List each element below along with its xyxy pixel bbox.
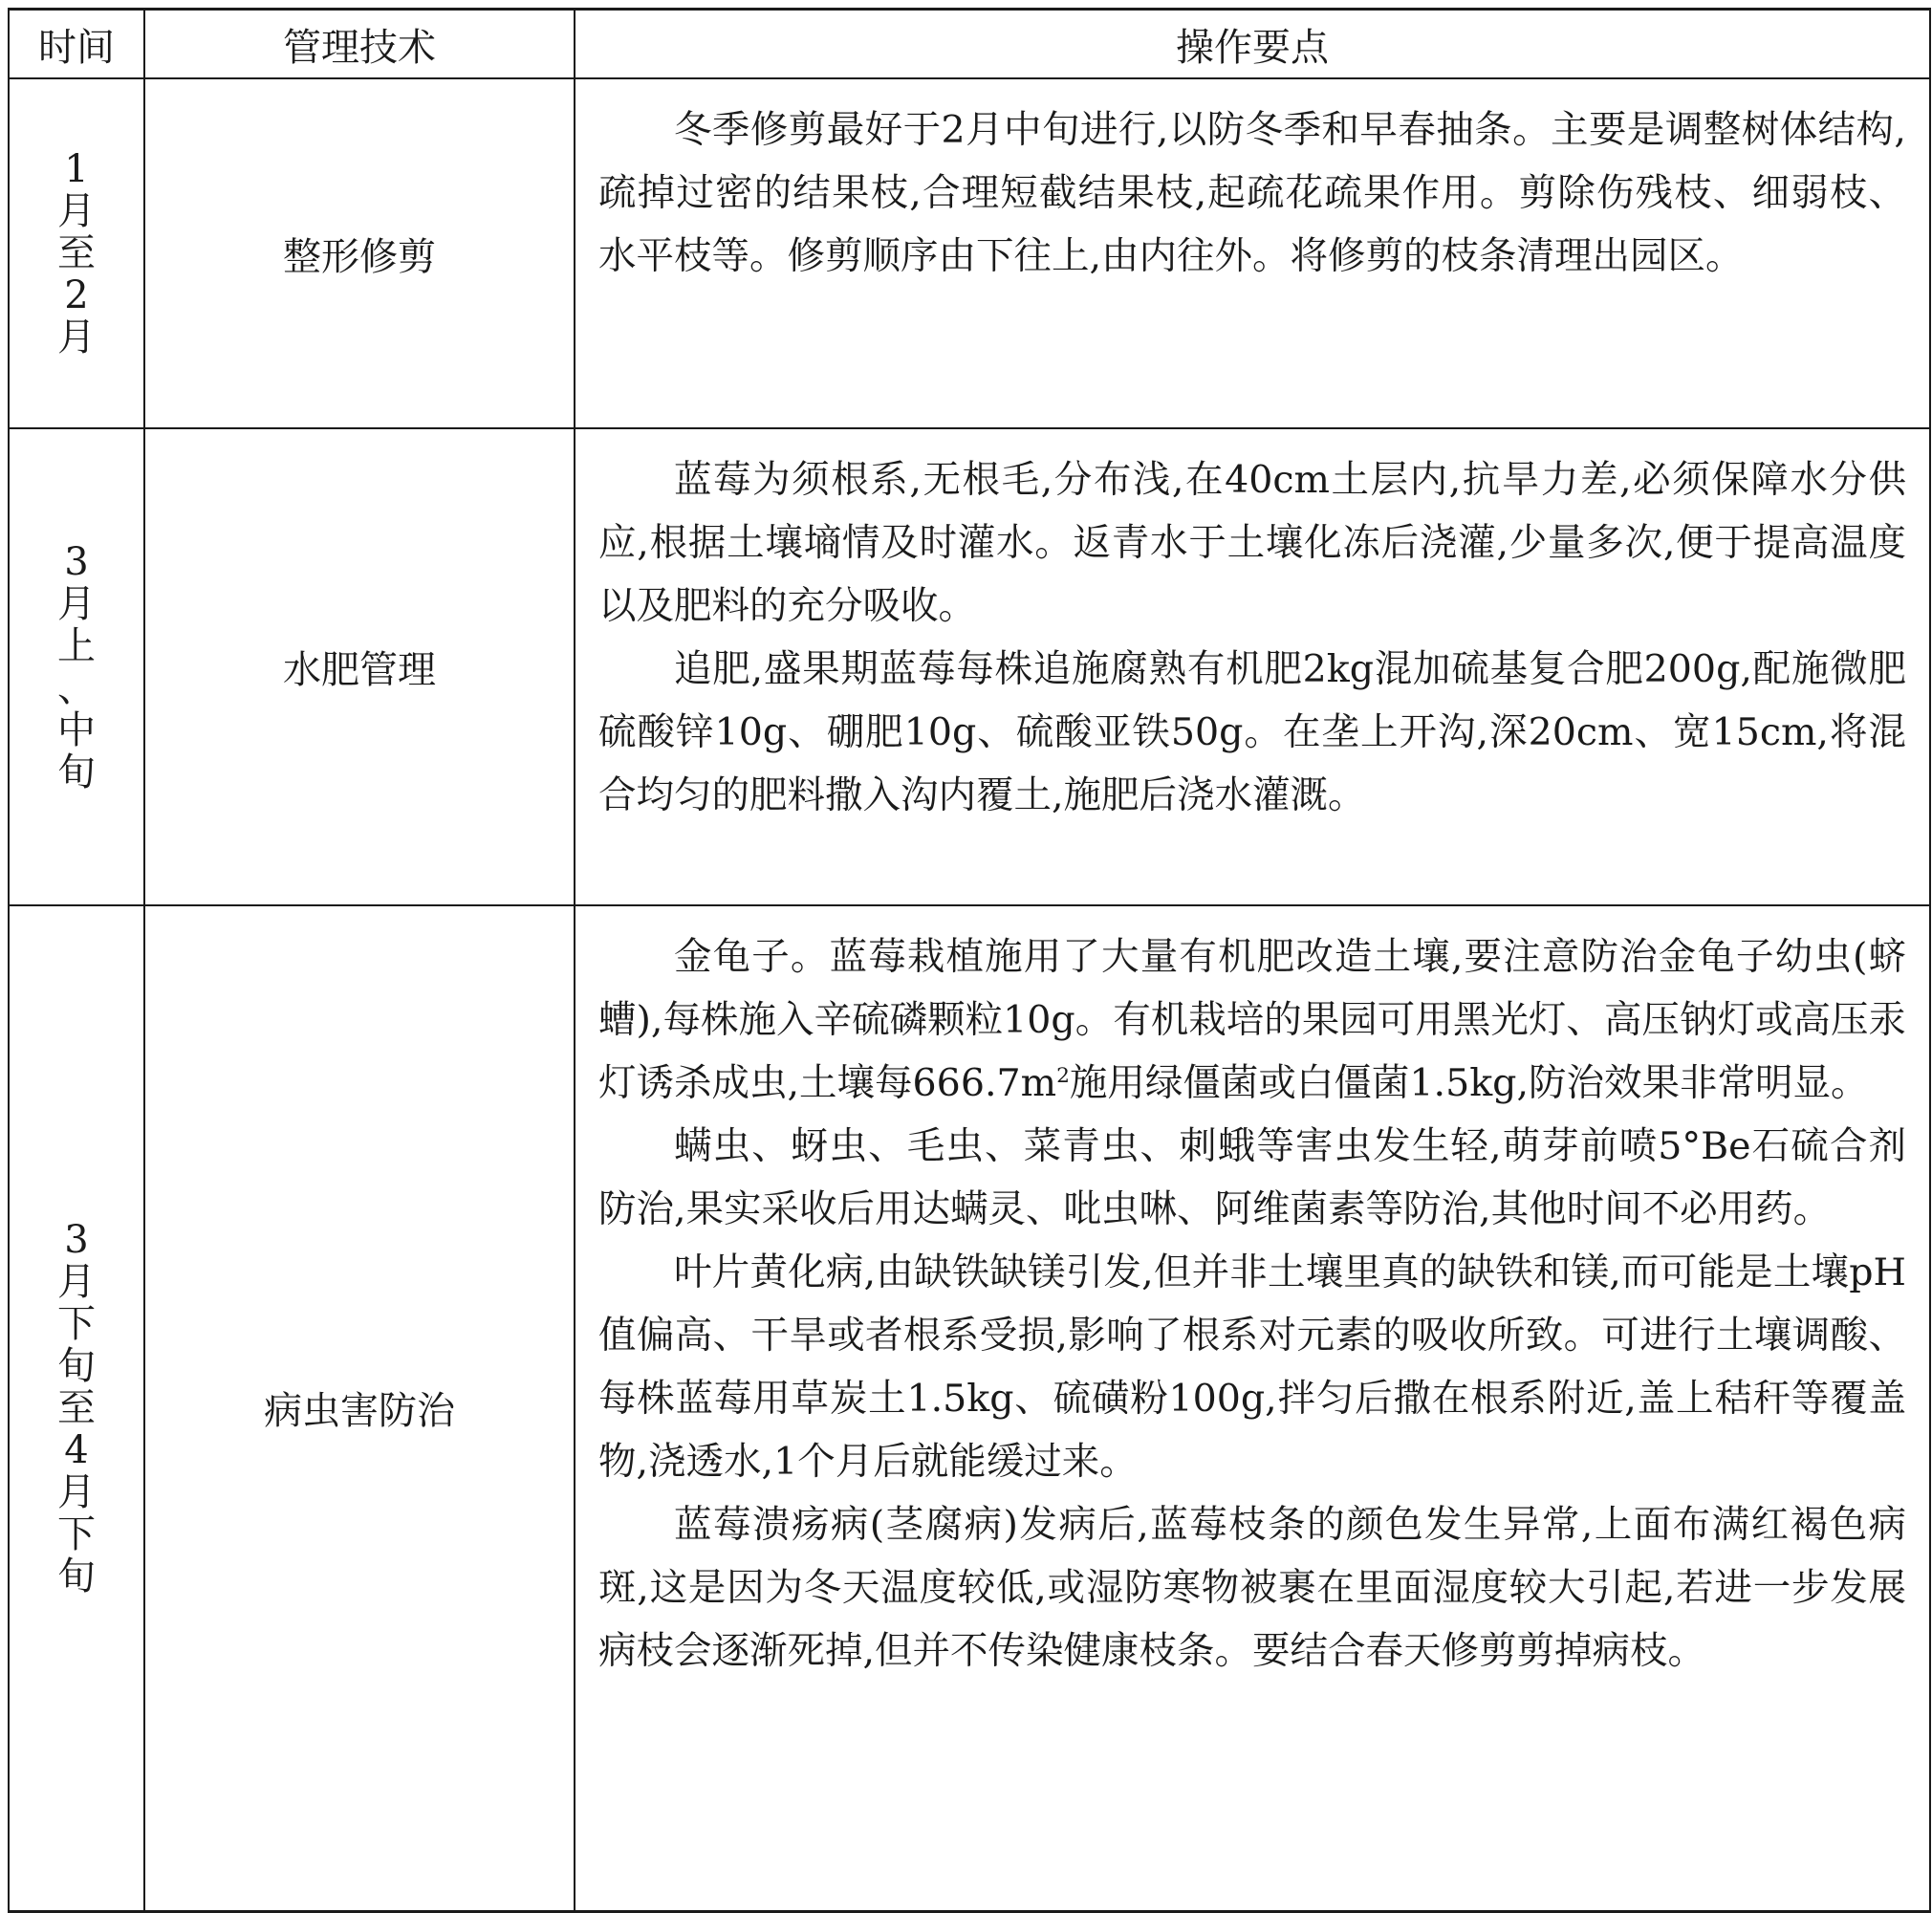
time-char: 上 (57, 623, 96, 668)
time-cell (9, 78, 144, 428)
time-char: 3 (64, 539, 89, 584)
time-char: 旬 (57, 750, 96, 794)
time-text-vertical (57, 541, 96, 793)
time-char: 月 (57, 315, 96, 359)
paragraph-text-continued: 施用绿僵菌或白僵菌1.5kg,防治效果非常明显。 (1069, 1061, 1869, 1105)
paragraph-text: 金龟子。蓝莓栽植施用了大量有机肥改造土壤,要注意防治金龟子幼虫(蛴螬),每株施入辛硫磷颗粒10g。有机栽培的果园可用黑光灯、高压钠灯或高压汞灯诱杀成虫,土壤每666.7m (598, 935, 1906, 1105)
superscript-exponent: 2 (1056, 1063, 1070, 1088)
operation-paragraph: 蓝莓溃疡病(茎腐病)发病后,蓝莓枝条的颜色发生异常,上面布满红褐色病斑,这是因为冬天温度较低,或湿防寒物被裹在里面湿度较大引起,若进一步发展病枝会逐渐死掉,但并不传染健康枝条。要结合春天修剪剪掉病枝。 (598, 1503, 1906, 1673)
operation-paragraph: 追肥,盛果期蓝莓每株追施腐熟有机肥2kg混加硫基复合肥200g,配施微肥硫酸锌10g、硼肥10g、硫酸亚铁50g。在垄上开沟,深20cm、宽15cm,将混合均匀的肥料撒入沟内覆土,施肥后浇水灌溉。 (598, 647, 1906, 817)
management-table (8, 8, 1931, 1913)
time-cell (9, 905, 144, 1911)
time-char: 中 (57, 707, 96, 752)
operation-paragraph: 螨虫、蚜虫、毛虫、菜青虫、刺蛾等害虫发生轻,萌芽前喷5°Be石硫合剂防治,果实采收后用达螨灵、吡虫啉、阿维菌素等防治,其他时间不必用药。 (598, 1124, 1906, 1231)
time-text-vertical (57, 1219, 96, 1598)
time-char: 、 (57, 665, 96, 710)
time-char: 月 (57, 1259, 96, 1304)
header-row (9, 10, 1930, 79)
time-char: 至 (57, 1385, 96, 1430)
table-row (9, 78, 1930, 428)
time-char: 3 (64, 1217, 89, 1262)
operation-paragraph: 蓝莓为须根系,无根毛,分布浅,在40cm土层内,抗旱力差,必须保障水分供应,根据土壤墒情及时灌水。返青水于土壤化冻后浇灌,少量多次,便于提高温度以及肥料的充分吸收。 (598, 458, 1906, 628)
time-char: 月 (57, 1469, 96, 1514)
operation-paragraph: 冬季修剪最好于2月中旬进行,以防冬季和早春抽条。主要是调整树体结构,疏掉过密的结果枝,合理短截结果枝,起疏花疏果作用。剪除伤残枝、细弱枝、水平枝等。修剪顺序由下往上,由内往外。将修剪的枝条清理出园区。 (598, 108, 1906, 278)
time-char: 旬 (57, 1343, 96, 1388)
table-row (9, 428, 1930, 905)
time-cell (9, 428, 144, 905)
header-technique: 管理技术 (144, 10, 575, 79)
time-char: 4 (64, 1427, 89, 1472)
time-char: 月 (57, 581, 96, 626)
operations-cell (575, 428, 1930, 905)
operation-paragraph: 叶片黄化病,由缺铁缺镁引发,但并非土壤里真的缺铁和镁,而可能是土壤pH值偏高、干旱或者根系受损,影响了根系对元素的吸收所致。可进行土壤调酸、每株蓝莓用草炭土1.5kg、硫磺粉100g,拌匀后撒在根系附近,盖上秸秆等覆盖物,浇透水,1个月后就能缓过来。 (598, 1250, 1906, 1484)
time-char: 1 (64, 147, 89, 191)
time-char: 月 (57, 189, 96, 233)
technique-cell: 整形修剪 (144, 78, 575, 428)
time-char: 下 (57, 1301, 96, 1346)
technique-cell: 水肥管理 (144, 428, 575, 905)
time-char: 下 (57, 1511, 96, 1556)
time-char: 2 (64, 273, 89, 317)
technique-cell: 病虫害防治 (144, 905, 575, 1911)
time-char: 至 (57, 231, 96, 275)
operations-cell (575, 905, 1930, 1911)
time-text-vertical (57, 148, 96, 359)
operations-cell (575, 78, 1930, 428)
operation-paragraph (598, 925, 1906, 1115)
table-row (9, 905, 1930, 1911)
header-operations: 操作要点 (575, 10, 1930, 79)
header-time: 时间 (9, 10, 144, 79)
time-char: 旬 (57, 1554, 96, 1598)
